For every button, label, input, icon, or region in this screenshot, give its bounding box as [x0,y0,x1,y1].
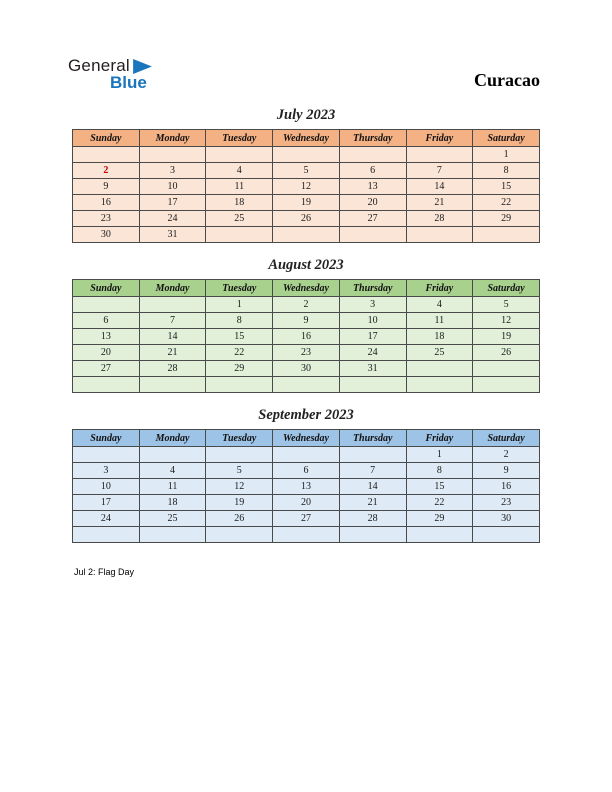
month-title: August 2023 [268,257,344,273]
day-cell: 3 [339,297,406,313]
day-cell: 28 [406,211,473,227]
week-row [73,179,540,195]
empty-day-cell [339,147,406,163]
day-cell: 24 [73,511,140,527]
day-cell: 31 [139,227,206,243]
weekday-header: Saturday [473,130,540,147]
empty-day-cell [206,227,273,243]
week-row [73,463,540,479]
weekday-header: Tuesday [206,430,273,447]
month-title: September 2023 [258,407,354,423]
empty-day-cell [273,147,340,163]
empty-day-cell [473,377,540,393]
logo-flag-icon [133,59,152,74]
day-cell: 20 [273,495,340,511]
day-cell: 26 [206,511,273,527]
week-row [73,313,540,329]
day-cell: 28 [339,511,406,527]
day-cell: 13 [339,179,406,195]
months-container [72,107,540,557]
day-cell: 21 [406,195,473,211]
empty-day-cell [206,377,273,393]
empty-day-cell [473,527,540,543]
day-cell: 17 [73,495,140,511]
day-cell: 30 [273,361,340,377]
day-cell: 4 [139,463,206,479]
day-cell: 27 [273,511,340,527]
day-cell: 1 [406,447,473,463]
calendar-table-july [72,129,540,243]
day-cell: 5 [206,463,273,479]
week-row [73,195,540,211]
day-cell: 18 [206,195,273,211]
day-cell: 23 [473,495,540,511]
general-blue-logo [68,56,152,93]
day-cell: 13 [73,329,140,345]
weekday-header: Thursday [339,280,406,297]
day-cell: 22 [473,195,540,211]
day-cell: 31 [339,361,406,377]
weekday-header: Wednesday [273,430,340,447]
week-row [73,147,540,163]
day-cell: 12 [206,479,273,495]
day-cell: 10 [139,179,206,195]
week-row [73,211,540,227]
day-cell: 11 [406,313,473,329]
day-cell: 30 [473,511,540,527]
day-cell: 10 [339,313,406,329]
empty-day-cell [206,147,273,163]
day-cell: 7 [406,163,473,179]
empty-day-cell [273,377,340,393]
day-cell: 12 [473,313,540,329]
day-cell: 20 [339,195,406,211]
calendar-table-august [72,279,540,393]
weekday-header: Friday [406,430,473,447]
empty-day-cell [339,447,406,463]
page-title: Curacao [474,70,540,90]
day-cell: 15 [406,479,473,495]
week-row [73,163,540,179]
day-cell: 16 [73,195,140,211]
day-cell: 7 [139,313,206,329]
weekday-header: Saturday [473,280,540,297]
weekday-header: Sunday [73,280,140,297]
day-cell: 27 [73,361,140,377]
empty-day-cell [73,527,140,543]
week-row [73,297,540,313]
empty-day-cell [406,227,473,243]
empty-day-cell [339,377,406,393]
weekday-header: Tuesday [206,130,273,147]
logo-text-blue: Blue [110,73,147,92]
calendar-table-september [72,429,540,543]
day-cell: 9 [473,463,540,479]
day-cell: 4 [206,163,273,179]
day-cell: 8 [406,463,473,479]
week-row [73,511,540,527]
day-cell: 4 [406,297,473,313]
empty-day-cell [139,527,206,543]
empty-day-cell [139,297,206,313]
day-cell: 13 [273,479,340,495]
weekday-header: Thursday [339,130,406,147]
day-cell: 17 [339,329,406,345]
day-cell: 16 [273,329,340,345]
day-cell: 5 [273,163,340,179]
day-cell: 14 [139,329,206,345]
week-row [73,377,540,393]
day-cell: 25 [406,345,473,361]
empty-day-cell [406,377,473,393]
day-cell: 1 [206,297,273,313]
empty-day-cell [73,447,140,463]
day-cell: 3 [73,463,140,479]
empty-day-cell [273,447,340,463]
day-cell: 15 [473,179,540,195]
day-cell: 29 [406,511,473,527]
day-cell: 11 [139,479,206,495]
weekday-header: Thursday [339,430,406,447]
empty-day-cell [339,527,406,543]
empty-day-cell [339,227,406,243]
day-cell: 9 [273,313,340,329]
week-row [73,345,540,361]
weekday-header: Monday [139,430,206,447]
day-cell: 21 [339,495,406,511]
empty-day-cell [139,147,206,163]
day-cell: 29 [473,211,540,227]
empty-day-cell [273,227,340,243]
empty-day-cell [206,527,273,543]
day-cell: 2 [473,447,540,463]
day-cell: 18 [406,329,473,345]
day-cell: 19 [473,329,540,345]
weekday-header: Wednesday [273,280,340,297]
month-title: July 2023 [276,107,336,123]
day-cell: 19 [273,195,340,211]
weekday-header-row [73,280,540,297]
day-cell: 6 [73,313,140,329]
week-row [73,527,540,543]
day-cell: 22 [206,345,273,361]
empty-day-cell [406,527,473,543]
day-cell: 2 [273,297,340,313]
day-cell: 5 [473,297,540,313]
day-cell: 20 [73,345,140,361]
empty-day-cell [73,147,140,163]
month-block-september-2023 [72,407,540,543]
day-cell: 9 [73,179,140,195]
weekday-header-row [73,130,540,147]
day-cell: 10 [73,479,140,495]
day-cell: 8 [206,313,273,329]
day-cell: 14 [339,479,406,495]
week-row [73,329,540,345]
weekday-header-row [73,430,540,447]
empty-day-cell [406,147,473,163]
day-cell: 16 [473,479,540,495]
day-cell: 15 [206,329,273,345]
weekday-header: Sunday [73,430,140,447]
day-cell: 3 [139,163,206,179]
day-cell: 18 [139,495,206,511]
day-cell: 25 [139,511,206,527]
week-row [73,495,540,511]
day-cell: 27 [339,211,406,227]
day-cell: 11 [206,179,273,195]
day-cell: 23 [73,211,140,227]
empty-day-cell [273,527,340,543]
day-cell: 17 [139,195,206,211]
empty-day-cell [73,297,140,313]
day-cell: 22 [406,495,473,511]
week-row [73,361,540,377]
day-cell: 2 [73,163,140,179]
day-cell: 28 [139,361,206,377]
weekday-header: Monday [139,130,206,147]
weekday-header: Friday [406,130,473,147]
weekday-header: Sunday [73,130,140,147]
empty-day-cell [139,447,206,463]
weekday-header: Tuesday [206,280,273,297]
month-block-july-2023 [72,107,540,243]
day-cell: 23 [273,345,340,361]
week-row [73,447,540,463]
day-cell: 25 [206,211,273,227]
weekday-header: Saturday [473,430,540,447]
day-cell: 6 [273,463,340,479]
empty-day-cell [139,377,206,393]
empty-day-cell [73,377,140,393]
logo-text-general: General [68,56,130,75]
empty-day-cell [206,447,273,463]
week-row [73,227,540,243]
holiday-footnote: Jul 2: Flag Day [74,567,135,577]
empty-day-cell [406,361,473,377]
day-cell: 14 [406,179,473,195]
month-block-august-2023 [72,257,540,393]
day-cell: 8 [473,163,540,179]
day-cell: 7 [339,463,406,479]
day-cell: 26 [273,211,340,227]
empty-day-cell [473,361,540,377]
empty-day-cell [473,227,540,243]
week-row [73,479,540,495]
day-cell: 29 [206,361,273,377]
weekday-header: Friday [406,280,473,297]
day-cell: 30 [73,227,140,243]
day-cell: 19 [206,495,273,511]
day-cell: 24 [139,211,206,227]
day-cell: 6 [339,163,406,179]
day-cell: 21 [139,345,206,361]
day-cell: 26 [473,345,540,361]
day-cell: 24 [339,345,406,361]
day-cell: 12 [273,179,340,195]
weekday-header: Wednesday [273,130,340,147]
weekday-header: Monday [139,280,206,297]
day-cell: 1 [473,147,540,163]
